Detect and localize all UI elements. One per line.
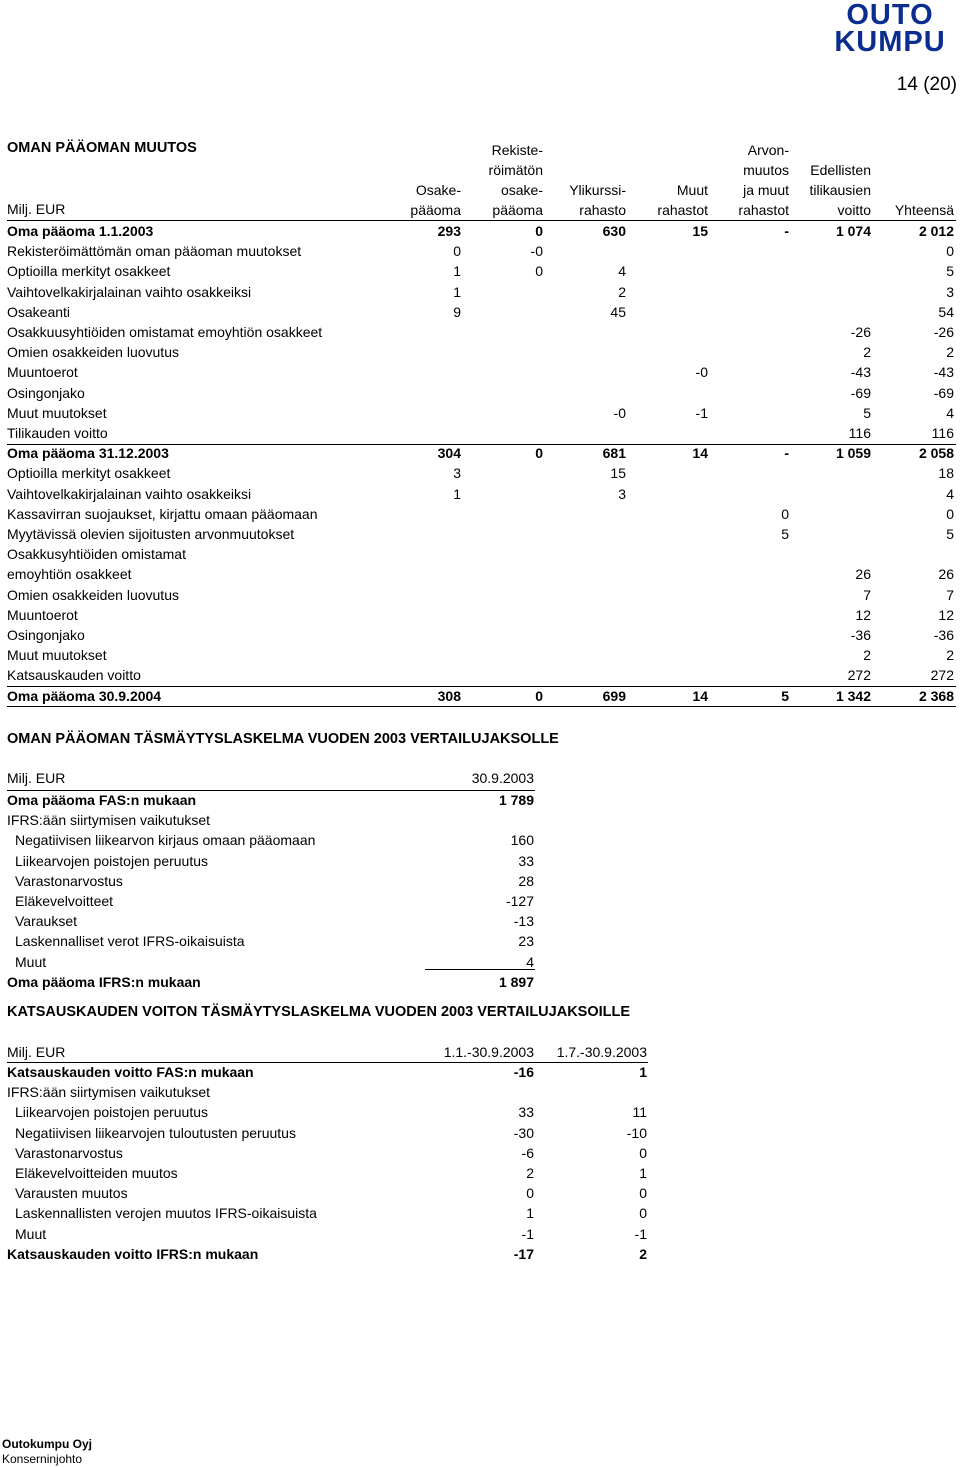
row-value: 45 (610, 303, 626, 320)
table-row (7, 645, 955, 665)
row-value: 5 (781, 526, 789, 542)
row-label: Muut muutokset (7, 404, 107, 421)
row-value: 0 (453, 243, 461, 260)
row-value: 0 (535, 263, 543, 280)
row-label: IFRS:ään siirtymisen vaikutukset (7, 812, 211, 829)
row-label: Varaukset (15, 913, 77, 930)
row-value: -13 (513, 913, 534, 930)
row-value: 0 (946, 243, 954, 260)
row-value: 4 (618, 263, 626, 280)
row-value: 9 (453, 303, 461, 320)
row-value: 0 (639, 1144, 647, 1161)
footer-company: Outokumpu Oyj (2, 1437, 92, 1451)
column-header-line: Osake- (415, 182, 461, 198)
row-value: 0 (946, 505, 954, 522)
row-label: Laskennallisten verojen muutos IFRS-oikaisuista (15, 1205, 317, 1222)
table-row (7, 625, 955, 645)
row-label: Varastonarvostus (15, 1144, 123, 1161)
row-label: Oma pääoma IFRS:n mukaan (7, 973, 201, 990)
row-value: -0 (695, 364, 708, 381)
row-value: 15 (692, 223, 708, 239)
column-header-line: rahastot (657, 202, 708, 218)
table-row (7, 322, 955, 342)
row-value: 2 012 (918, 223, 954, 239)
row-value: 2 (946, 344, 954, 361)
row-value: 11 (632, 1104, 647, 1121)
row-value: 12 (938, 606, 954, 623)
row-value: 308 (437, 687, 461, 704)
row-label: Oma pääoma 1.1.2003 (7, 223, 154, 239)
table-row (7, 403, 955, 423)
row-value: 0 (535, 687, 543, 704)
row-value: 7 (946, 586, 954, 603)
table-row (7, 1203, 955, 1223)
row-value: -1 (695, 404, 708, 421)
row-label: Optioilla merkityt osakkeet (7, 465, 171, 482)
row-value: 0 (781, 505, 789, 522)
row-value: 116 (931, 425, 954, 441)
table-row (7, 605, 955, 625)
row-label: Varausten muutos (15, 1185, 128, 1202)
row-label: Osakkusyhtiöiden omistamat (7, 546, 186, 563)
row-value: -36 (933, 627, 954, 643)
row-label: Laskennalliset verot IFRS-oikaisuista (15, 933, 245, 950)
table-row (7, 1143, 955, 1163)
row-value: 3 (618, 485, 626, 502)
table-row (7, 851, 955, 871)
table-row (7, 484, 955, 504)
row-label: Muut muutokset (7, 647, 107, 664)
row-label: Liikearvojen poistojen peruutus (15, 852, 209, 869)
row-label: Rekisteröimättömän oman pääoman muutokset (7, 243, 302, 260)
row-label: Katsauskauden voitto (7, 667, 141, 684)
table-row (7, 911, 955, 931)
row-value: -69 (850, 384, 871, 401)
row-value: 293 (437, 223, 461, 239)
row-value: -43 (850, 364, 871, 381)
row-label: Osingonjako (7, 627, 85, 643)
subtotal-rule (7, 444, 956, 445)
row-label: Katsauskauden voitto IFRS:n mukaan (7, 1245, 259, 1262)
row-value: -0 (530, 243, 543, 260)
row-label: IFRS:ään siirtymisen vaikutukset (7, 1084, 211, 1101)
row-value: 23 (518, 933, 534, 950)
row-value: 1 074 (835, 223, 871, 239)
column-header-line: rahasto (579, 202, 626, 218)
profit-reconciliation-unit: Milj. EUR (7, 1044, 66, 1060)
row-value: 2 (639, 1245, 647, 1262)
column-header-line: Yhteensä (894, 202, 954, 218)
row-value: -127 (505, 893, 534, 909)
row-value: 2 058 (918, 445, 954, 462)
table-row (7, 585, 955, 605)
row-label: Oma pääoma 30.9.2004 (7, 687, 162, 704)
row-value: 54 (938, 303, 954, 320)
column-header-line: osake- (500, 182, 543, 198)
row-label: Vaihtovelkakirjalainan vaihto osakkeiksi (7, 283, 252, 300)
table-row (7, 665, 955, 685)
row-value: 33 (518, 852, 534, 869)
table-row (7, 871, 955, 891)
row-value: 2 (863, 344, 871, 361)
table-row (7, 972, 955, 992)
table-row (7, 1102, 955, 1122)
column-header-line: rahastot (738, 202, 789, 218)
row-value: -1 (634, 1225, 647, 1242)
row-value: 5 (946, 263, 954, 280)
table-row (7, 302, 955, 322)
row-value: 3 (453, 465, 461, 482)
row-label: Liikearvojen poistojen peruutus (15, 1104, 209, 1121)
row-value: 272 (930, 667, 954, 684)
equity-reconciliation-total-rule (425, 969, 535, 970)
logo-line-2: KUMPU (834, 26, 946, 58)
row-value: 7 (863, 586, 871, 603)
equity-changes-title: OMAN PÄÄOMAN MUUTOS (7, 140, 197, 156)
row-label: Oma pääoma 31.12.2003 (7, 445, 169, 462)
row-value: 0 (535, 445, 543, 462)
row-value: 304 (437, 445, 461, 462)
column-header-line: voitto (837, 202, 871, 218)
row-value: 2 368 (918, 687, 954, 704)
table-row (7, 282, 955, 302)
row-value: 5 (863, 404, 871, 421)
table-row (7, 504, 955, 524)
row-value: - (784, 223, 789, 239)
row-value: 4 (526, 953, 534, 970)
table-row (7, 362, 955, 382)
table-row (7, 342, 955, 362)
row-value: -10 (626, 1124, 647, 1141)
table-row (7, 931, 955, 951)
equity-reconciliation-title: OMAN PÄÄOMAN TÄSMÄYTYSLASKELMA VUODEN 2003 VERTAILUJAKSOLLE (7, 731, 559, 747)
row-value: -26 (850, 324, 871, 340)
row-value: 630 (602, 223, 626, 239)
equity-reconciliation-column-header: 30.9.2003 (471, 770, 534, 786)
total-rule (7, 706, 956, 707)
row-label: Muut (15, 1225, 47, 1242)
row-value: 26 (938, 566, 954, 583)
profit-reconciliation-col-header-2: 1.7.-30.9.2003 (556, 1044, 647, 1060)
row-value: -16 (513, 1064, 534, 1080)
row-value: 1 059 (835, 445, 871, 462)
column-header-line: pääoma (492, 202, 543, 218)
row-value: 5 (781, 687, 789, 704)
row-value: 14 (692, 687, 708, 704)
logo-line-1: OUTO (846, 0, 934, 31)
row-value: 12 (855, 606, 871, 623)
equity-reconciliation-unit: Milj. EUR (7, 770, 66, 786)
row-value: 1 897 (498, 973, 534, 990)
table-row (7, 564, 955, 584)
column-header-line: Rekiste- (491, 142, 543, 158)
outokumpu-logo (822, 2, 958, 58)
row-label: Tilikauden voitto (7, 425, 108, 441)
row-value: -6 (521, 1144, 534, 1161)
row-value: -36 (850, 627, 871, 643)
profit-reconciliation-title: KATSAUSKAUDEN VOITON TÄSMÄYTYSLASKELMA VUODEN 2003 VERTAILUJAKSOILLE (7, 1004, 631, 1020)
row-label: Eläkevelvoitteet (15, 893, 114, 909)
row-value: -30 (513, 1124, 534, 1141)
row-label: Osakkuusyhtiöiden omistamat emoyhtiön osakkeet (7, 324, 323, 340)
row-value: 2 (946, 647, 954, 664)
row-label: Osakeanti (7, 303, 71, 320)
row-value: 1 342 (835, 687, 871, 704)
table-row (7, 544, 955, 564)
row-value: 1 (453, 263, 461, 280)
equity-changes-unit: Milj. EUR (7, 201, 66, 217)
row-label: Kassavirran suojaukset, kirjattu omaan pääomaan (7, 505, 318, 522)
table-row (7, 1082, 955, 1102)
row-value: 0 (639, 1205, 647, 1222)
table-row (7, 790, 955, 810)
row-value: 699 (602, 687, 626, 704)
table-row (7, 1244, 955, 1264)
table-row (7, 1163, 955, 1183)
row-label: Muut (15, 953, 47, 970)
column-header-line: tilikausien (809, 182, 871, 198)
table-row (7, 241, 955, 261)
row-label: Myytävissä olevien sijoitusten arvonmuutokset (7, 526, 295, 542)
column-header-line: Edellisten (810, 162, 871, 178)
row-value: -0 (613, 404, 626, 421)
row-value: 5 (946, 526, 954, 542)
column-header-line: ja muut (743, 182, 789, 198)
row-value: 0 (639, 1185, 647, 1202)
row-label: Varastonarvostus (15, 872, 123, 889)
table-row (7, 1183, 955, 1203)
table-row (7, 1062, 955, 1082)
row-value: -43 (933, 364, 954, 381)
row-label: Katsauskauden voitto FAS:n mukaan (7, 1064, 254, 1080)
row-value: 160 (510, 832, 534, 849)
row-value: 18 (938, 465, 954, 482)
row-value: 1 (453, 283, 461, 300)
row-value: 1 (526, 1205, 534, 1222)
table-row (7, 383, 955, 403)
table-row (7, 1224, 955, 1244)
table-row (7, 261, 955, 281)
profit-reconciliation-col-header-1: 1.1.-30.9.2003 (443, 1044, 534, 1060)
column-header-line: muutos (743, 162, 789, 178)
row-value: 2 (863, 647, 871, 664)
row-value: 681 (602, 445, 626, 462)
row-value: 1 (453, 485, 461, 502)
table-row (7, 443, 955, 463)
row-label: Muuntoerot (7, 364, 78, 381)
row-value: 2 (618, 283, 626, 300)
table-row (7, 221, 955, 241)
row-value: 4 (946, 404, 954, 421)
row-value: 0 (535, 223, 543, 239)
column-header-line: Ylikurssi- (569, 182, 626, 198)
table-row (7, 686, 955, 706)
column-header-line: pääoma (410, 202, 461, 218)
row-value: 116 (848, 425, 871, 441)
table-row (7, 463, 955, 483)
row-label: emoyhtiön osakkeet (7, 566, 132, 583)
row-value: 1 (639, 1165, 647, 1181)
row-label: Eläkevelvoitteiden muutos (15, 1165, 178, 1181)
row-value: 0 (526, 1185, 534, 1202)
row-value: 2 (526, 1165, 534, 1181)
row-label: Oma pääoma FAS:n mukaan (7, 792, 197, 808)
row-value: 28 (518, 872, 534, 889)
page-number: 14 (20) (896, 74, 957, 95)
table-row (7, 891, 955, 911)
row-value: - (784, 445, 789, 462)
column-header-line: Arvon- (747, 142, 789, 158)
row-value: 26 (855, 566, 871, 583)
row-value: 33 (518, 1104, 534, 1121)
row-label: Vaihtovelkakirjalainan vaihto osakkeiksi (7, 485, 252, 502)
column-header-line: röimätön (488, 162, 543, 178)
row-value: 1 (639, 1064, 647, 1080)
footer-department: Konserninjohto (2, 1452, 83, 1466)
row-value: 272 (847, 667, 871, 684)
row-label: Negatiivisen liikearvojen tuloutusten peruutus (15, 1124, 296, 1141)
row-value: 14 (692, 445, 708, 462)
row-value: -17 (513, 1245, 534, 1262)
row-value: 1 789 (498, 792, 534, 808)
row-value: 15 (610, 465, 626, 482)
row-value: -1 (521, 1225, 534, 1242)
row-value: -26 (933, 324, 954, 340)
row-label: Optioilla merkityt osakkeet (7, 263, 171, 280)
row-value: 4 (946, 485, 954, 502)
table-row (7, 1123, 955, 1143)
row-label: Osingonjako (7, 384, 85, 401)
table-row (7, 830, 955, 850)
row-label: Omien osakkeiden luovutus (7, 344, 179, 361)
row-label: Negatiivisen liikearvon kirjaus omaan pääomaan (15, 832, 316, 849)
column-header-line: Muut (676, 182, 708, 198)
row-label: Muuntoerot (7, 606, 78, 623)
row-value: -69 (933, 384, 954, 401)
table-row (7, 810, 955, 830)
row-label: Omien osakkeiden luovutus (7, 586, 179, 603)
table-row (7, 423, 955, 443)
table-row (7, 524, 955, 544)
row-value: 3 (946, 283, 954, 300)
subtotal-rule (7, 686, 956, 687)
